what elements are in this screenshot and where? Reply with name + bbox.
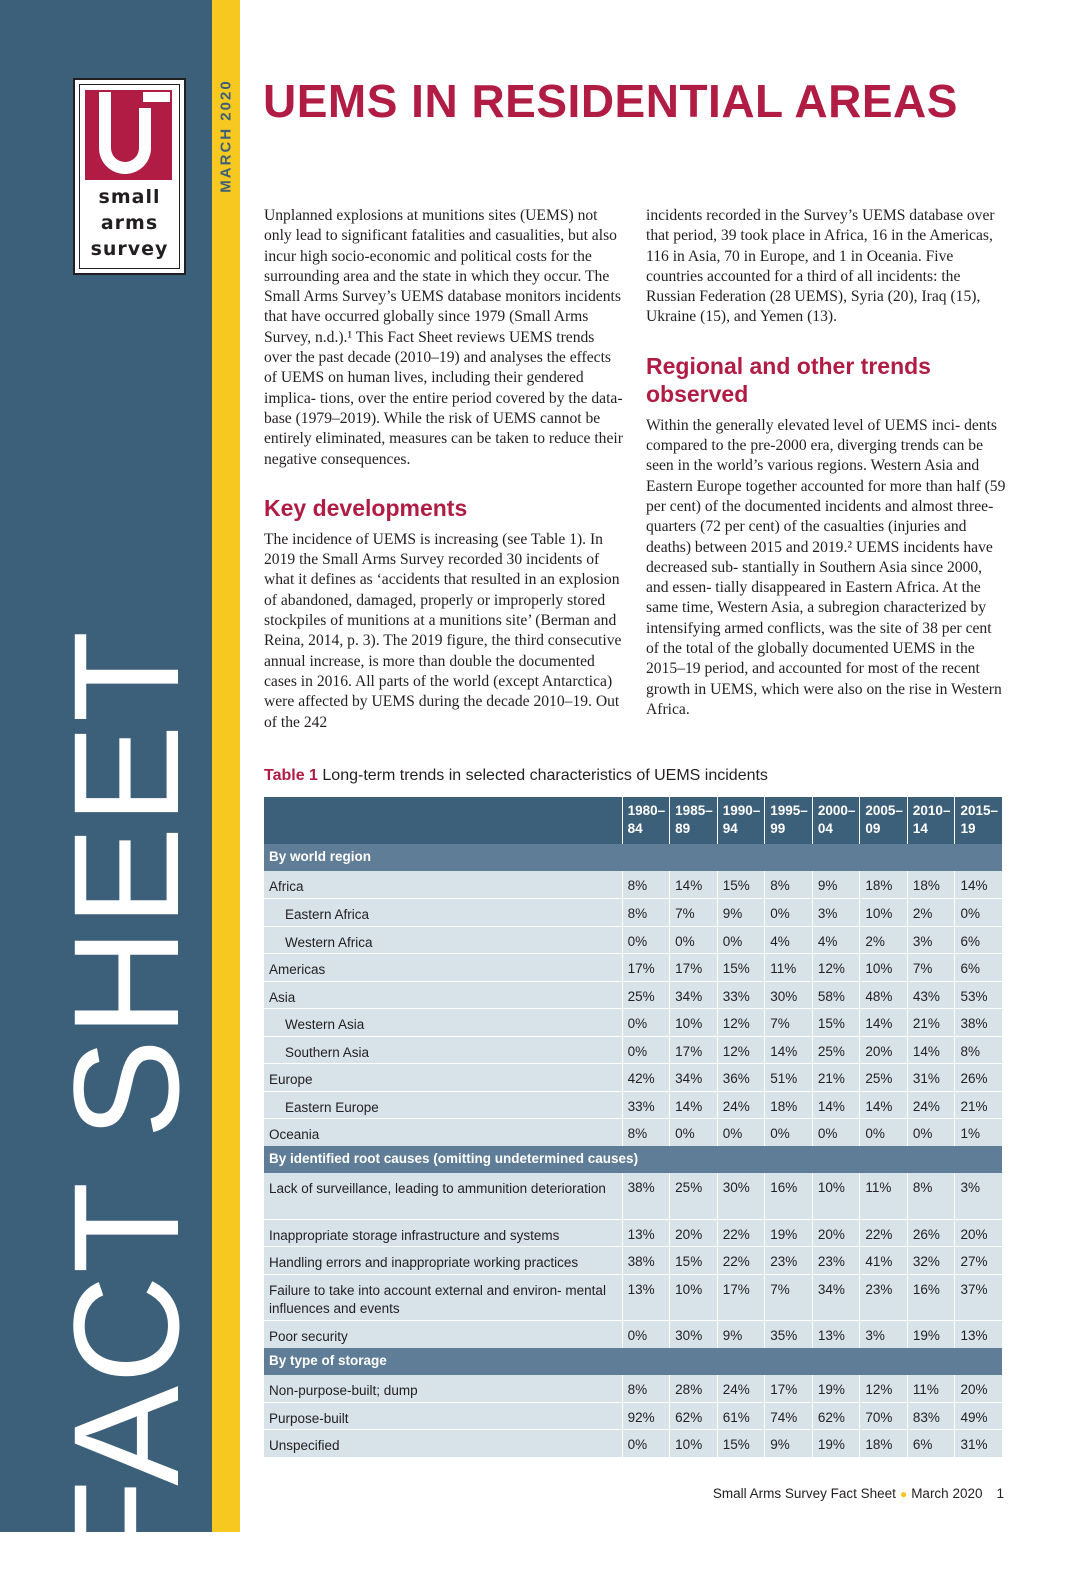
table-cell: 83% [907,1402,955,1430]
table-cell: 6% [955,926,1002,954]
table-cell: 8% [622,1119,670,1147]
intro-paragraph: Unplanned explosions at munitions sites (UEMS) not only lead to significant fatalities and casualities, but also incur high socio-economic and political costs for the surrounding area and the state in which they occur. The Small Arms Survey’s UEMS database monitors incidents that have occurred globally since 1979 (Small Arms Survey, n.d.).¹ This Fact Sheet reviews UEMS trends over the past decade (2010–19) and analyses the effects of UEMS on human lives, including their gendered implica- tions, over the entire period covered by the data- base (1979–2019). While the risk of UEMS cannot be entirely eliminated, measures can be taken to reduce their negative consequences. [264,207,623,468]
row-label: Non-purpose-built; dump [264,1375,622,1403]
table-header-row [264,797,1002,844]
header-period-2: 1985– 89 [670,797,718,844]
table-cell: 15% [717,871,765,899]
table-cell: 1% [955,1119,1002,1147]
table-cell: 30% [670,1320,718,1348]
table-cell: 20% [860,1036,908,1064]
row-label: Poor security [264,1320,622,1348]
table-cell: 28% [670,1375,718,1403]
header-label-cell [264,797,622,844]
row-label: Purpose-built [264,1402,622,1430]
table-cell: 37% [955,1274,1002,1320]
footer-separator-icon: ● [899,1487,908,1501]
table-cell: 6% [907,1430,955,1458]
row-label: Africa [264,871,622,899]
page-number: 1 [996,1486,1004,1501]
table-cell: 13% [622,1219,670,1247]
header-period-3: 1990– 94 [717,797,765,844]
table-cell: 0% [670,1119,718,1147]
row-label: Europe [264,1064,622,1092]
table-cell: 15% [670,1247,718,1275]
table-cell: 30% [717,1173,765,1219]
table-cell: 21% [907,1009,955,1037]
footer-date: March 2020 [911,1486,983,1501]
table-cell: 62% [812,1402,860,1430]
table-caption-text: Long-term trends in selected characteristics of UEMS incidents [322,767,768,784]
table-row [264,1036,1002,1064]
table-cell: 12% [860,1375,908,1403]
table-cell: 18% [860,1430,908,1458]
table-cell: 7% [670,899,718,927]
table-cell: 20% [812,1219,860,1247]
table-cell: 22% [860,1219,908,1247]
table-cell: 25% [622,981,670,1009]
table-cell: 14% [812,1091,860,1119]
table-cell: 14% [955,871,1002,899]
row-label: Inappropriate storage infrastructure and systems [264,1219,622,1247]
table-cell: 15% [812,1009,860,1037]
table-cell: 7% [765,1009,813,1037]
table-cell: 25% [670,1173,718,1219]
table-cell: 17% [717,1274,765,1320]
sidebar [0,0,212,1571]
table-row [264,1402,1002,1430]
table-row [264,1009,1002,1037]
table-cell: 27% [955,1247,1002,1275]
table-cell: 8% [622,1375,670,1403]
right-column [646,206,1008,720]
table-cell: 23% [812,1247,860,1275]
table-cell: 24% [907,1091,955,1119]
key-developments-heading: Key developments [264,494,468,521]
table-cell: 25% [812,1036,860,1064]
table-cell: 17% [622,954,670,982]
table-cell: 33% [717,981,765,1009]
table-cell: 0% [622,1036,670,1064]
header-period-8: 2015– 19 [955,797,1002,844]
table-cell: 19% [812,1375,860,1403]
table-cell: 18% [907,871,955,899]
table-cell: 9% [717,899,765,927]
table-cell: 0% [907,1119,955,1147]
table-cell: 42% [622,1064,670,1092]
table-row [264,1247,1002,1275]
table-cell: 0% [622,1320,670,1348]
table-cell: 30% [765,981,813,1009]
footer-publication: Small Arms Survey Fact Sheet [712,1486,896,1501]
table-cell: 49% [955,1402,1002,1430]
row-label: Eastern Africa [264,899,622,927]
table-caption-label: Table 1 [264,767,318,784]
table-row [264,1064,1002,1092]
table-cell: 7% [907,954,955,982]
row-label: Eastern Europe [264,1091,622,1119]
table-cell: 11% [765,954,813,982]
table-row [264,1219,1002,1247]
row-label: Western Africa [264,926,622,954]
table-section-title: By type of storage [264,1348,1002,1375]
table-cell: 13% [622,1274,670,1320]
table-cell: 33% [622,1091,670,1119]
table-cell: 17% [765,1375,813,1403]
header-period-6: 2005– 09 [860,797,908,844]
table-cell: 51% [765,1064,813,1092]
table-cell: 0% [765,899,813,927]
table-section-row [264,1348,1002,1375]
table-caption [264,767,768,785]
table-cell: 43% [907,981,955,1009]
logo-line-2: arms [100,212,159,234]
table-cell: 12% [717,1009,765,1037]
table-cell: 8% [622,871,670,899]
logo-mark-icon [85,90,172,180]
table-cell: 0% [765,1119,813,1147]
row-label: Failure to take into account external and environ- mental influences and events [264,1274,622,1320]
table-cell: 3% [812,899,860,927]
table-cell: 0% [622,1009,670,1037]
table-cell: 31% [907,1064,955,1092]
table-cell: 12% [812,954,860,982]
table-row [264,1274,1002,1320]
table-cell: 9% [717,1320,765,1348]
table-body [264,844,1002,1457]
table-cell: 25% [860,1064,908,1092]
table-cell: 8% [765,871,813,899]
table-cell: 2% [860,926,908,954]
table-cell: 11% [907,1375,955,1403]
table-cell: 4% [765,926,813,954]
table-cell: 16% [765,1173,813,1219]
row-label: Lack of surveillance, leading to ammunition deterioration [264,1173,622,1219]
table-cell: 8% [955,1036,1002,1064]
table-cell: 10% [670,1274,718,1320]
table-cell: 14% [907,1036,955,1064]
row-label: Unspecified [264,1430,622,1458]
table-row [264,981,1002,1009]
header-period-5: 2000– 04 [812,797,860,844]
table-cell: 34% [670,981,718,1009]
table-cell: 0% [955,899,1002,927]
table-section-title: By world region [264,844,1002,871]
table-cell: 21% [955,1091,1002,1119]
table-cell: 15% [717,1430,765,1458]
table-row [264,1173,1002,1219]
table-cell: 14% [670,871,718,899]
row-label: Western Asia [264,1009,622,1037]
row-label: Oceania [264,1119,622,1147]
table-cell: 35% [765,1320,813,1348]
table-cell: 10% [860,899,908,927]
table-cell: 7% [765,1274,813,1320]
table-cell: 22% [717,1219,765,1247]
table-cell: 38% [955,1009,1002,1037]
logo-text [75,184,184,262]
table-cell: 13% [955,1320,1002,1348]
table-cell: 38% [622,1247,670,1275]
table-cell: 3% [860,1320,908,1348]
fact-sheet-vertical-title: FACT SHEET [42,628,210,1571]
table-cell: 48% [860,981,908,1009]
table-cell: 10% [860,954,908,982]
table-cell: 18% [860,871,908,899]
table-cell: 38% [622,1173,670,1219]
table-cell: 14% [765,1036,813,1064]
table-cell: 3% [955,1173,1002,1219]
table-cell: 21% [812,1064,860,1092]
table-cell: 0% [622,926,670,954]
regional-trends-paragraph: Within the generally elevated level of UEMS inci- dents compared to the pre-2000 era, diverging trends can be seen in the world’s various regions. Western Asia and Eastern Europe together accounted for more than half (59 per cent) of the documented incidents and almost three-quarters (72 per cent) of the casualties (injuries and deaths) between 2015 and 2019.² UEMS incidents have decreased sub- stantially in Southern Asia since 2000, and essen- tially disappeared in Eastern Africa. At the same time, Western Asia, a subregion characterized by intensifying armed conflicts, was the site of 38 per cent of the total of the globally documented UEMS in the 2015–19 period, and accounted for most of the recent growth in UEMS, which were also on the rise in Western Africa. [646,416,1006,718]
table-cell: 10% [812,1173,860,1219]
table-row [264,1320,1002,1348]
table-cell: 2% [907,899,955,927]
table-cell: 4% [812,926,860,954]
table-row [264,1430,1002,1458]
table-cell: 10% [670,1430,718,1458]
issue-date: MARCH 2020 [217,79,235,193]
table-row [264,871,1002,899]
table-cell: 70% [860,1402,908,1430]
table-section-row [264,1146,1002,1173]
table-cell: 8% [622,899,670,927]
table-cell: 14% [670,1091,718,1119]
table-cell: 14% [860,1091,908,1119]
logo-line-1: small [98,186,161,208]
table-cell: 3% [907,926,955,954]
table-cell: 9% [765,1430,813,1458]
left-column [264,206,624,733]
page-title: UEMS IN RESIDENTIAL AREAS [263,75,958,127]
table-row [264,1091,1002,1119]
table-cell: 24% [717,1091,765,1119]
table-cell: 23% [860,1274,908,1320]
row-label: Asia [264,981,622,1009]
table-cell: 10% [670,1009,718,1037]
table-cell: 20% [955,1375,1002,1403]
table-cell: 31% [955,1430,1002,1458]
table-row [264,1119,1002,1147]
table-cell: 12% [717,1036,765,1064]
header-period-7: 2010– 14 [907,797,955,844]
table-section-title: By identified root causes (omitting undetermined causes) [264,1146,1002,1173]
table-cell: 92% [622,1402,670,1430]
table-cell: 9% [812,871,860,899]
table-cell: 62% [670,1402,718,1430]
table-cell: 13% [812,1320,860,1348]
table-cell: 17% [670,1036,718,1064]
row-label: Southern Asia [264,1036,622,1064]
row-label: Americas [264,954,622,982]
table-cell: 0% [860,1119,908,1147]
table-cell: 23% [765,1247,813,1275]
table-cell: 20% [670,1219,718,1247]
table-cell: 19% [812,1430,860,1458]
table-cell: 16% [907,1274,955,1320]
table-cell: 26% [907,1219,955,1247]
logo-line-3: survey [90,238,169,260]
small-arms-survey-logo [73,78,186,275]
key-developments-paragraph: The incidence of UEMS is increasing (see Table 1). In 2019 the Small Arms Survey recorded 30 incidents of what it defines as ‘accidents that resulted in an explosion of abandoned, damaged, properly or improperly stored stockpiles of munitions at a munitions site’ (Berman and Reina, 2014, p. 3). The 2019 figure, the third consecutive annual increase, is more than double the documented cases in 2016. All parts of the world (except Antarctica) were affected by UEMS during the decade 2010–19. Out of the 242 [264,530,622,731]
table-cell: 41% [860,1247,908,1275]
table-cell: 32% [907,1247,955,1275]
table-row [264,899,1002,927]
table-cell: 58% [812,981,860,1009]
table-row [264,926,1002,954]
table-cell: 19% [765,1219,813,1247]
table-cell: 11% [860,1173,908,1219]
table-cell: 0% [622,1430,670,1458]
row-label: Handling errors and inappropriate working practices [264,1247,622,1275]
uems-trends-table [264,797,1002,1457]
table-cell: 61% [717,1402,765,1430]
table-cell: 15% [717,954,765,982]
table-section-row [264,844,1002,871]
table-cell: 22% [717,1247,765,1275]
table-cell: 17% [670,954,718,982]
table-cell: 74% [765,1402,813,1430]
table-cell: 0% [812,1119,860,1147]
table-cell: 0% [670,926,718,954]
table-cell: 20% [955,1219,1002,1247]
table-cell: 34% [812,1274,860,1320]
table-cell: 14% [860,1009,908,1037]
table-row [264,954,1002,982]
table-cell: 34% [670,1064,718,1092]
table-cell: 0% [717,1119,765,1147]
table-cell: 26% [955,1064,1002,1092]
table-row [264,1375,1002,1403]
regional-trends-heading: Regional and other trends observed [646,352,931,407]
accent-strip [212,0,240,1532]
table-cell: 53% [955,981,1002,1009]
header-period-1: 1980– 84 [622,797,670,844]
key-developments-continuation: incidents recorded in the Survey’s UEMS database over that period, 39 took place in Africa, 16 in the Americas, 116 in Asia, 70 in Europe, and 1 in Oceania. Five countries accounted for a third of all incidents: the Russian Federation (28 UEMS), Syria (20), Iraq (15), Ukraine (15), and Yemen (13). [646,207,995,326]
table-cell: 6% [955,954,1002,982]
page-footer [713,1486,1004,1501]
table-cell: 0% [717,926,765,954]
table-cell: 18% [765,1091,813,1119]
table-cell: 8% [907,1173,955,1219]
table-cell: 24% [717,1375,765,1403]
header-period-4: 1995– 99 [765,797,813,844]
table-cell: 36% [717,1064,765,1092]
table-cell: 19% [907,1320,955,1348]
